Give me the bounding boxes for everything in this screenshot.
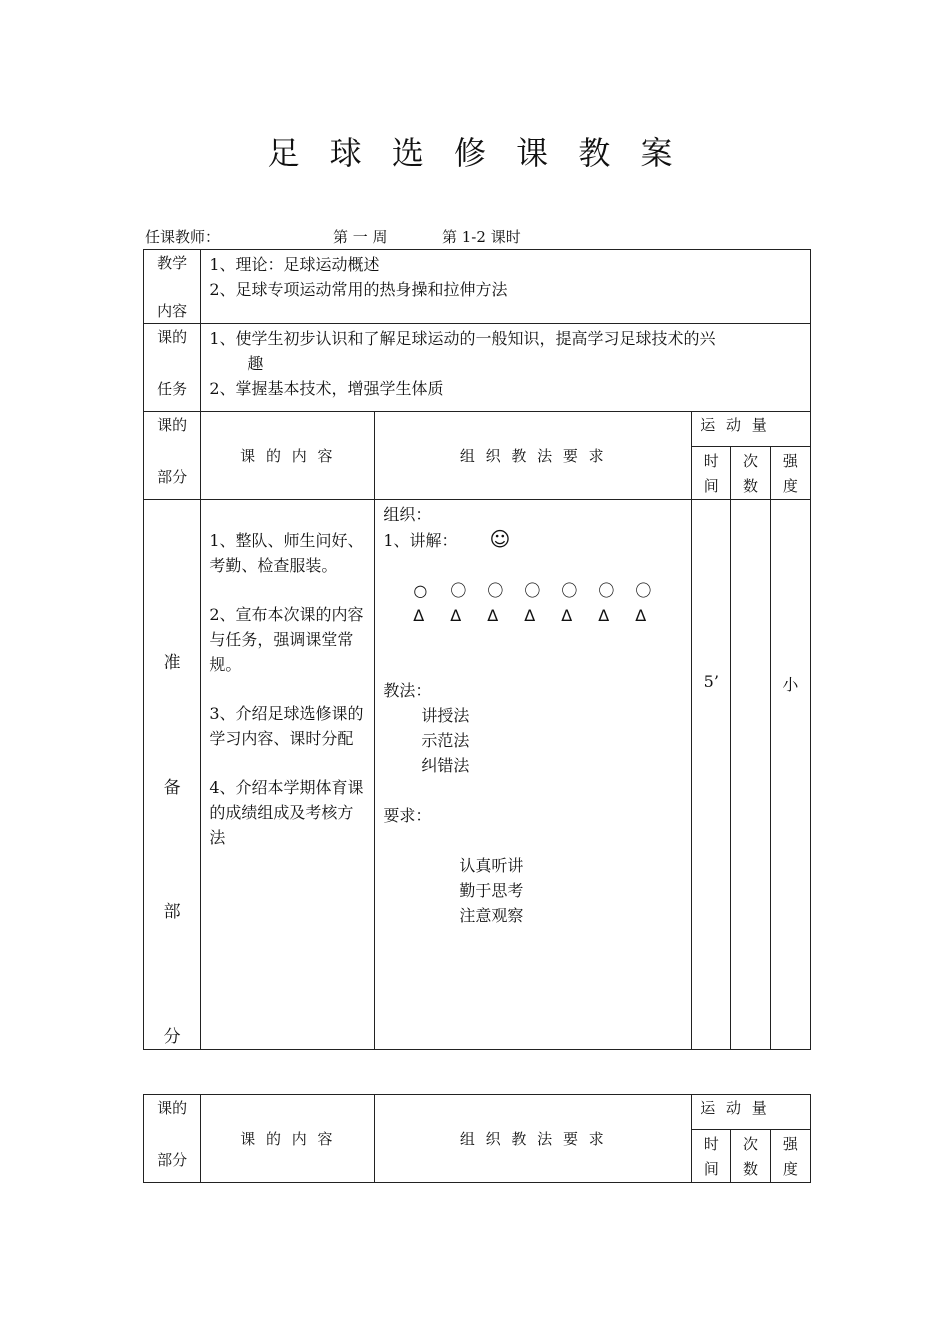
circle-icon: 〇 xyxy=(487,581,504,600)
prep-content-cell xyxy=(201,500,375,1050)
prep-content-item: 4、介绍本学期体育课的成绩组成及考核方法 xyxy=(209,778,364,847)
task-label-cell xyxy=(144,324,201,412)
requirement-item: 注意观察 xyxy=(459,906,524,925)
header-content-cell: 课 的 内 容 xyxy=(201,412,375,500)
header-count-cell: 次 数 xyxy=(731,1130,770,1183)
teacher-label: 任课教师： xyxy=(145,228,221,246)
lesson-table-main xyxy=(143,249,811,1050)
triangle-icon: ∆ xyxy=(413,606,425,625)
content-item: 2、足球专项运动常用的热身操和拉伸方法 xyxy=(209,280,508,299)
header-content-cell: 课 的 内 容 xyxy=(201,1095,375,1183)
requirement-item: 勤于思考 xyxy=(459,881,524,900)
student-circles-row xyxy=(383,578,685,603)
prep-content-item: 1、整队、师生问好、考勤、检查服装。 xyxy=(209,531,364,575)
task-row xyxy=(144,324,811,412)
triangle-icon: ∆ xyxy=(487,606,499,625)
requirement-label: 要求： xyxy=(383,806,432,825)
teacher-smiley-icon: ☺ xyxy=(489,527,511,551)
header-load-cell: 运 动 量 xyxy=(692,412,811,447)
triangle-icon: ∆ xyxy=(524,606,536,625)
circle-icon: 〇 xyxy=(561,581,578,600)
method-item: 纠错法 xyxy=(421,756,470,775)
prep-org-cell xyxy=(375,500,692,1050)
triangle-icon: ∆ xyxy=(598,606,610,625)
label-top: 课的 xyxy=(157,1099,188,1117)
teaching-content-label-cell xyxy=(144,250,201,324)
method-item: 讲授法 xyxy=(421,706,470,725)
circle-icon: 〇 xyxy=(598,581,615,600)
explain-line: 1、讲解： ☺ xyxy=(383,527,511,551)
label-bottom: 内容 xyxy=(157,302,188,320)
triangle-icon: ∆ xyxy=(450,606,462,625)
circle-icon: 〇 xyxy=(635,581,652,600)
triangle-icon: ∆ xyxy=(635,606,647,625)
prep-row xyxy=(144,500,811,1050)
circle-icon: ○ xyxy=(413,581,428,600)
task-item-continued: 趣 xyxy=(247,354,264,373)
label-top: 课的 xyxy=(157,328,188,346)
header-intensity-cell: 强 度 xyxy=(770,1130,810,1183)
label-bottom: 任务 xyxy=(157,380,188,398)
task-cell xyxy=(201,324,811,412)
header-org-cell: 组 织 教 法 要 求 xyxy=(375,1095,692,1183)
label-top: 教学 xyxy=(157,254,188,272)
circle-icon: 〇 xyxy=(450,581,467,600)
period-label: 第 1-2 课时 xyxy=(442,228,521,246)
prep-content-item: 2、宣布本次课的内容与任务，强调课堂常规。 xyxy=(209,605,364,674)
student-triangles-row xyxy=(383,603,685,628)
prep-intensity-cell: 小 xyxy=(770,500,810,1050)
document-title: 足 球 选 修 课 教 案 xyxy=(267,134,683,172)
header-part-cell xyxy=(144,412,201,500)
header-part-cell xyxy=(144,1095,201,1183)
header-load-cell: 运 动 量 xyxy=(692,1095,811,1130)
prep-content-item: 3、介绍足球选修课的学习内容、课时分配 xyxy=(209,704,364,748)
method-item: 示范法 xyxy=(421,731,470,750)
header-time-cell: 时 间 xyxy=(692,447,731,500)
week-label: 第 一 周 xyxy=(333,228,388,246)
header-time-cell: 时 间 xyxy=(692,1130,731,1183)
prep-count-cell xyxy=(731,500,770,1050)
org-label: 组织： xyxy=(383,505,432,524)
header-org-cell: 组 织 教 法 要 求 xyxy=(375,412,692,500)
task-item: 1、使学生初步认识和了解足球运动的一般知识，提高学习足球技术的兴 xyxy=(209,329,716,348)
header-row xyxy=(144,412,811,447)
method-label: 教法： xyxy=(383,681,432,700)
header-count-cell: 次 数 xyxy=(731,447,770,500)
circle-icon: 〇 xyxy=(524,581,541,600)
content-item: 1、理论：足球运动概述 xyxy=(209,255,380,274)
header-intensity-cell: 强 度 xyxy=(770,447,810,500)
teaching-content-row xyxy=(144,250,811,324)
lesson-table-second xyxy=(143,1094,811,1183)
label-bottom: 部分 xyxy=(157,1151,188,1169)
prep-label-cell: 准 备 部 分 xyxy=(144,500,201,1050)
triangle-icon: ∆ xyxy=(561,606,573,625)
requirement-item: 认真听讲 xyxy=(459,856,524,875)
prep-time-cell: 5’ xyxy=(692,500,731,1050)
teaching-content-cell xyxy=(201,250,811,324)
task-item: 2、掌握基本技术，增强学生体质 xyxy=(209,379,444,398)
header-row xyxy=(144,1095,811,1130)
label-top: 课的 xyxy=(157,416,188,434)
label-bottom: 部分 xyxy=(157,468,188,486)
